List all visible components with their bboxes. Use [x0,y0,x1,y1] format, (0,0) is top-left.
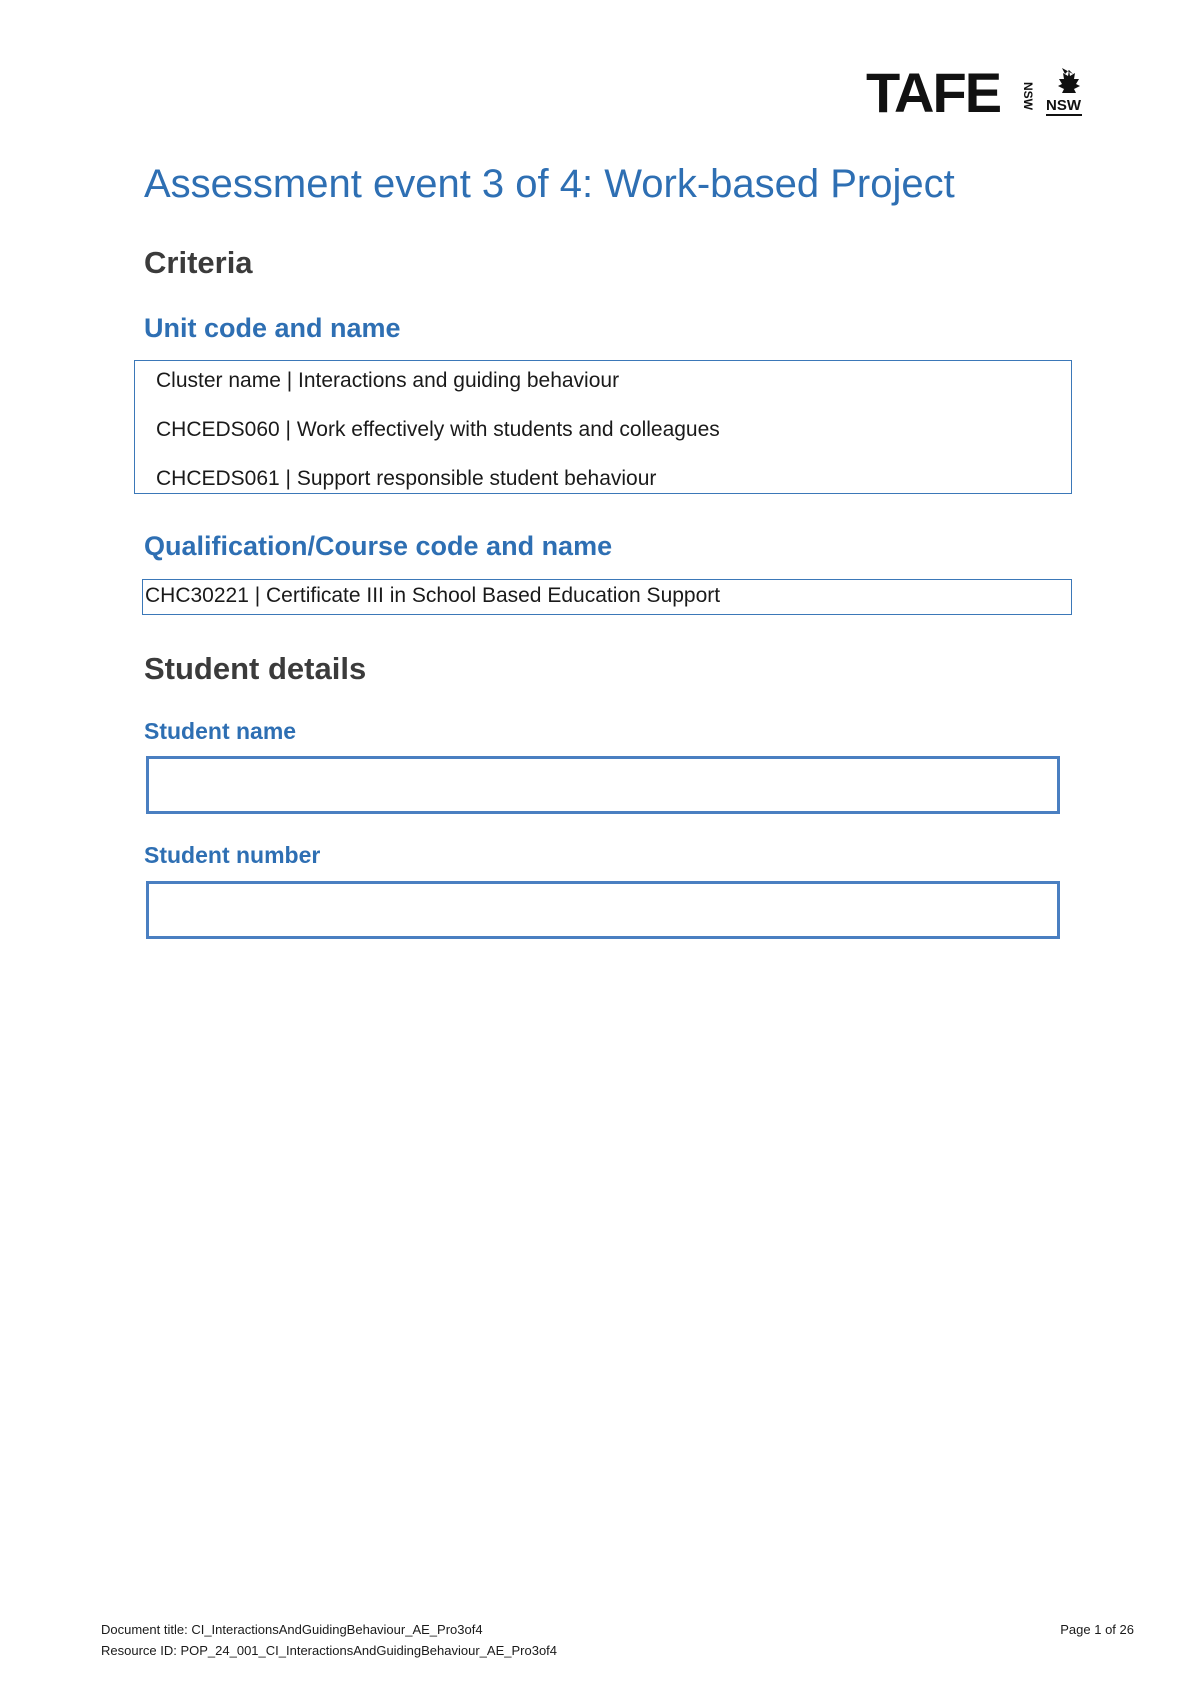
page-title: Assessment event 3 of 4: Work-based Project [144,162,955,206]
logo-wordmark: TAFE [866,62,1001,122]
tafe-nsw-logo [866,62,1096,122]
unit-heading: Unit code and name [144,313,401,343]
unit-line-chceds060: CHCEDS060 | Work effectively with students and colleagues [156,418,720,441]
student-number-input[interactable] [146,881,1060,939]
tafe-logo-graphic [866,62,1096,122]
unit-line-cluster: Cluster name | Interactions and guiding behaviour [156,369,620,392]
student-number-label: Student number [144,842,321,868]
student-details-heading: Student details [144,651,367,686]
logo-side-text: NSW [1021,82,1035,110]
criteria-heading: Criteria [144,245,253,280]
qualification-value: CHC30221 | Certificate III in School Based Education Support [145,584,721,607]
qualification-heading: Qualification/Course code and name [144,531,613,561]
qualification-box [142,579,1072,615]
waratah-icon [1058,68,1080,93]
unit-box [134,360,1072,494]
student-name-input[interactable] [146,756,1060,814]
unit-line-chceds061: CHCEDS061 | Support responsible student behaviour [156,467,657,490]
footer-resource-id: Resource ID: POP_24_001_CI_InteractionsAndGuidingBehaviour_AE_Pro3of4 [101,1643,558,1658]
footer-page-number: Page 1 of 26 [1060,1622,1134,1637]
logo-gov-text: NSW [1046,97,1081,114]
student-name-label: Student name [144,718,297,744]
footer-document-title: Document title: CI_InteractionsAndGuidingBehaviour_AE_Pro3of4 [101,1622,483,1637]
